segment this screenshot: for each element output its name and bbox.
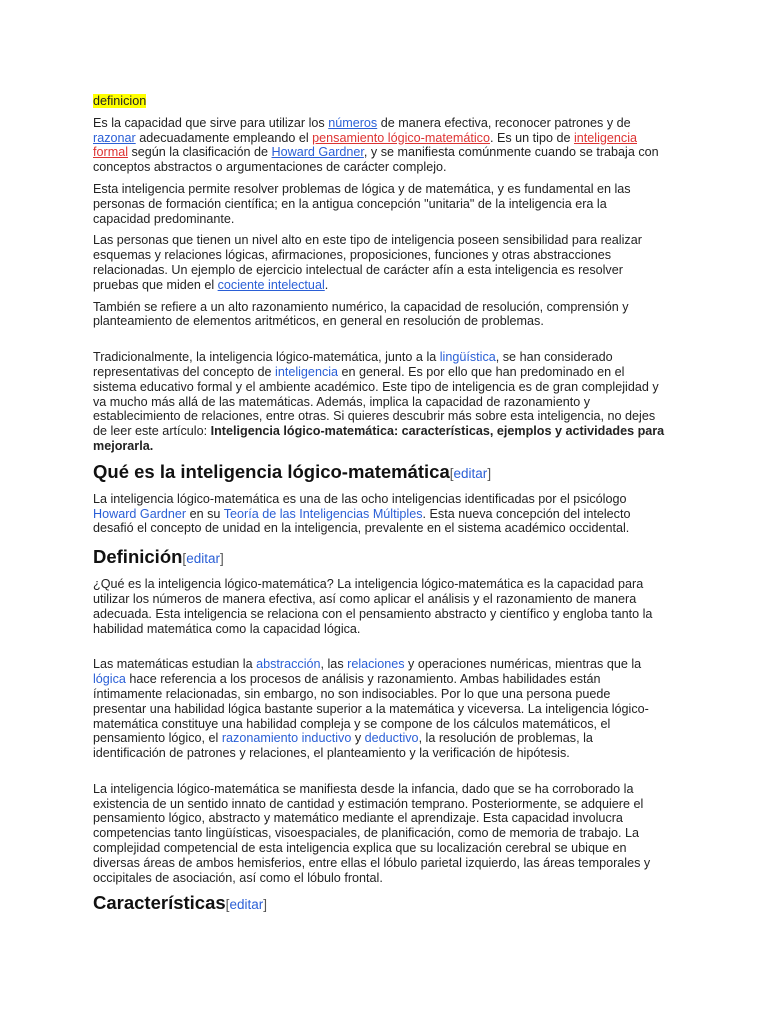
text: en general. Es por ello que han predominado en el sistema educativo formal y el ambiente académico. Este tipo de inteligencia es de gran complejidad y va mucho más allá de las matemáticas. Además, implica la capacidad de razonamiento y establecimiento de relaciones, entre otras. Si quieres descubrir más sobre esta inteligencia, no dejes de leer este artículo: [93,364,659,439]
link-cociente-intelectual[interactable]: cociente intelectual [217,277,325,292]
text: en su [186,506,224,521]
text: y operaciones numéricas, mientras que la [404,657,642,672]
link-abstraccion[interactable]: abstracción [256,657,321,672]
spacer [93,768,665,782]
text: , se han considerado representativas del concepto de [93,350,613,379]
paragraph-que-es-question: ¿Qué es la inteligencia lógico-matemática? La inteligencia lógico-matemática es la capacidad para utilizar los números de manera efectiva, así como aplicar el análisis y el razonamiento de manera adecuada. Esta inteligencia se relaciona con el pensamiento abstracto y científico y engloba tanto la habilidad matemática como la capacidad lógica. [93,577,653,636]
paragraph-fundamental: Esta inteligencia permite resolver problemas de lógica y de matemática, y es fundamental en las personas de formación científica; en la antigua concepción "unitaria" de la inteligencia era la capacidad predominante. [93,181,631,226]
edit-link[interactable]: editar [229,897,264,913]
paragraph-infancia: La inteligencia lógico-matemática se manifiesta desde la infancia, dado que se ha corroborado la existencia de un sentido innato de cantidad y estimación temprano. Posteriormente, se adquiere el pensamiento lógico, abstracto y matemático mediante el aprendizaje. Esta capacidad involucra competencias tanto lingüísticas, visoespaciales, de planificación, como de memoria de trabajo. La complejidad competencial de esta inteligencia explica que su localización cerebral se ubique en diversas áreas de ambos hemisferios, entre ellas el lóbulo parietal izquierdo, las áreas temporales y occipitales de asociación, así como el lóbulo frontal. [93,781,651,885]
heading-que-es [93,461,665,485]
bracket: [ [182,551,187,567]
text: . Es un tipo de [489,130,574,145]
paragraph-gardner [93,492,665,536]
spacer [93,643,665,657]
heading-caracteristicas [93,892,665,916]
text: . [324,277,329,292]
text: de manera efectiva, reconocer patrones y de [377,115,631,130]
text: y [351,731,365,746]
text: Tradicionalmente, la inteligencia lógico-matemática, junto a la [93,350,440,365]
text: . Esta nueva concepción del intelecto desafió el concepto de unidad en la inteligencia, prevalente en el sistema académico occidental. [93,506,631,536]
heading-definicion [93,546,665,570]
paragraph-tradicionalmente [93,350,665,454]
paragraph-personas [93,233,665,292]
bracket: ] [263,897,267,913]
heading-text: Definición [93,546,183,568]
text: según la clasificación de [128,145,272,160]
paragraph-matematicas [93,657,665,761]
bracket: [ [225,897,230,913]
heading-text: Características [93,892,226,914]
paragraph-intro [93,116,665,175]
bracket: [ [449,465,454,481]
link-razonamiento-inductivo[interactable]: razonamiento inductivo [221,731,352,746]
link-deductivo[interactable]: deductivo [364,731,419,746]
text: hace referencia a los procesos de análisis y razonamiento. Ambas habilidades están íntimamente relacionadas, sin embargo, no son indisociables. Por lo que una persona puede presentar una habilidad lógica bastante superior a la matemática y viceversa. La inteligencia lógico-matemática constituye una habilidad compleja y se compone de los cálculos matemáticos, el pensamiento lógico, el [93,672,649,746]
link-linguistica[interactable]: lingüística [439,350,496,365]
edit-link[interactable]: editar [453,465,488,481]
text: Las matemáticas estudian la [93,657,257,672]
link-logica[interactable]: lógica [93,672,126,687]
link-pensamiento-logico-matematico[interactable]: pensamiento lógico-matemático [312,130,490,145]
link-relaciones[interactable]: relaciones [347,657,405,672]
spacer [93,336,665,350]
text: , y se manifiesta comúnmente cuando se trabaja con conceptos abstractos o argumentaciones de carácter complejo. [93,145,659,175]
text: , la resolución de problemas, la identificación de patrones y relaciones, el planteamiento y la verificación de hipótesis. [93,731,593,761]
edit-link[interactable]: editar [186,551,220,567]
article-body [93,94,665,923]
bracket: ] [487,465,492,481]
link-howard-gardner[interactable]: Howard Gardner [271,145,364,160]
paragraph-razonamiento: También se refiere a un alto razonamiento numérico, la capacidad de resolución, comprensión y planteamiento de elementos aritméticos, en general en resolución de problemas. [93,299,629,329]
link-teoria-inteligencias-multiples[interactable]: Teoría de las Inteligencias Múltiples [223,506,423,521]
link-inteligencia[interactable]: inteligencia [275,364,339,379]
link-numeros[interactable]: números [328,115,378,130]
text: Es la capacidad que sirve para utilizar los [93,115,329,130]
text: Las personas que tienen un nivel alto en este tipo de inteligencia poseen sensibilidad para realizar esquemas y relaciones lógicas, afirmaciones, proposiciones, funciones y otras abstracciones relacionadas. Un ejemplo de ejercicio intelectual de carácter afín a esta inteligencia es resolver pruebas que miden el [93,233,642,292]
tag-line [93,94,665,109]
text: La inteligencia lógico-matemática es una de las ocho inteligencias identificadas por el psicólogo [93,491,627,506]
bold-article-reference: Inteligencia lógico-matemática: características, ejemplos y actividades para mejorarla. [93,424,665,453]
text: adecuadamente empleando el [135,130,313,145]
bracket: ] [219,551,224,567]
highlighted-tag: definicion [93,94,147,108]
heading-text: Qué es la inteligencia lógico-matemática [93,460,450,482]
link-howard-gardner-2[interactable]: Howard Gardner [93,506,187,521]
link-inteligencia-formal[interactable]: inteligencia formal [93,130,637,160]
text: , las [320,657,348,672]
link-razonar[interactable]: razonar [93,130,136,145]
